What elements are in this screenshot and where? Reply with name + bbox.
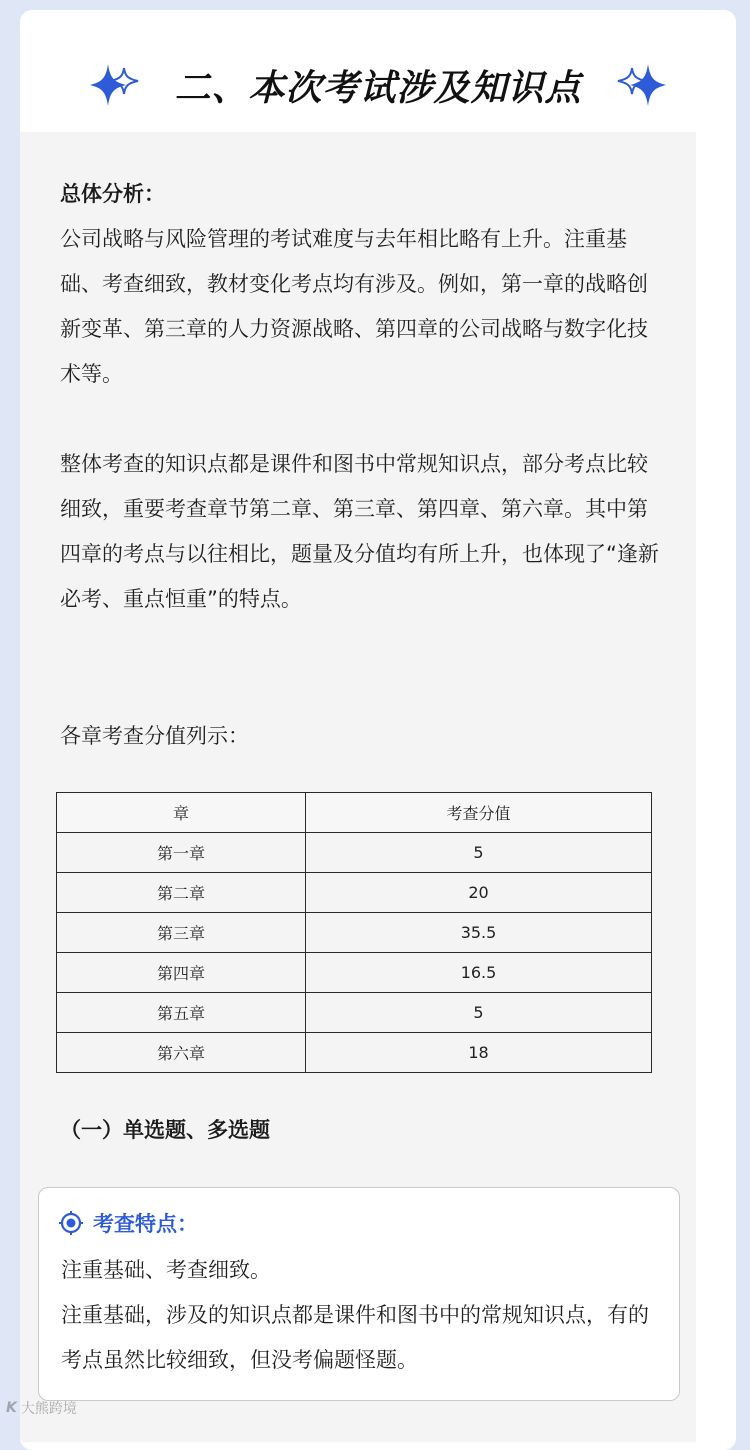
table-intro: 各章考查分值列示：: [60, 724, 249, 748]
analysis-paragraph: 公司战略与风险管理的考试难度与去年相比略有上升。注重基础、考查细致，教材变化考点均有涉及。例如，第一章的战略创新变革、第三章的人力资源战略、第四章的公司战略与数字化技术等。: [60, 227, 648, 386]
watermark-logo: K: [6, 1400, 17, 1416]
table-row: [57, 833, 652, 873]
score-cell: 20: [306, 873, 652, 913]
chapter-score-table: [56, 792, 652, 1073]
score-cell: 18: [306, 1033, 652, 1073]
table-row: [57, 1033, 652, 1073]
table-row: [57, 873, 652, 913]
chapter-cell: 第四章: [57, 953, 306, 993]
table-row: [57, 953, 652, 993]
score-cell: 5: [306, 833, 652, 873]
chapter-cell: 第三章: [57, 913, 306, 953]
section-heading: （一）单选题、多选题: [60, 1118, 270, 1142]
feature-line: 注重基础、考查细致。: [61, 1258, 271, 1282]
table-row: [57, 993, 652, 1033]
sparkle-icon: [614, 60, 670, 110]
chapter-cell: 第六章: [57, 1033, 306, 1073]
score-cell: 35.5: [306, 913, 652, 953]
score-cell: 16.5: [306, 953, 652, 993]
feature-title-text: 考查特点：: [93, 1212, 198, 1236]
target-icon: [59, 1211, 83, 1235]
watermark-text: 大熊跨境: [20, 1401, 77, 1417]
watermark: [6, 1398, 77, 1418]
table-row: [57, 913, 652, 953]
analysis-label: 总体分析：: [60, 182, 165, 206]
column-header: 考查分值: [306, 793, 652, 833]
column-header: 章: [57, 793, 306, 833]
feature-title: [59, 1208, 198, 1238]
chapter-cell: 第五章: [57, 993, 306, 1033]
feature-box: [38, 1187, 680, 1401]
chapter-cell: 第一章: [57, 833, 306, 873]
feature-text: [61, 1248, 661, 1383]
score-cell: 5: [306, 993, 652, 1033]
feature-line: 注重基础，涉及的知识点都是课件和图书中的常规知识点，有的考点虽然比较细致，但没考偏题怪题。: [61, 1303, 649, 1372]
chapter-cell: 第二章: [57, 873, 306, 913]
sparkle-icon: [86, 60, 142, 110]
page-title: 二、本次考试涉及知识点: [174, 67, 582, 109]
table-header-row: [57, 793, 652, 833]
title-row: [20, 50, 736, 120]
analysis-paragraph: 整体考查的知识点都是课件和图书中常规知识点，部分考点比较细致，重要考查章节第二章、第三章、第四章、第六章。其中第四章的考点与以往相比，题量及分值均有所上升，也体现了“逢新必考、重点恒重”的特点。: [60, 452, 659, 611]
